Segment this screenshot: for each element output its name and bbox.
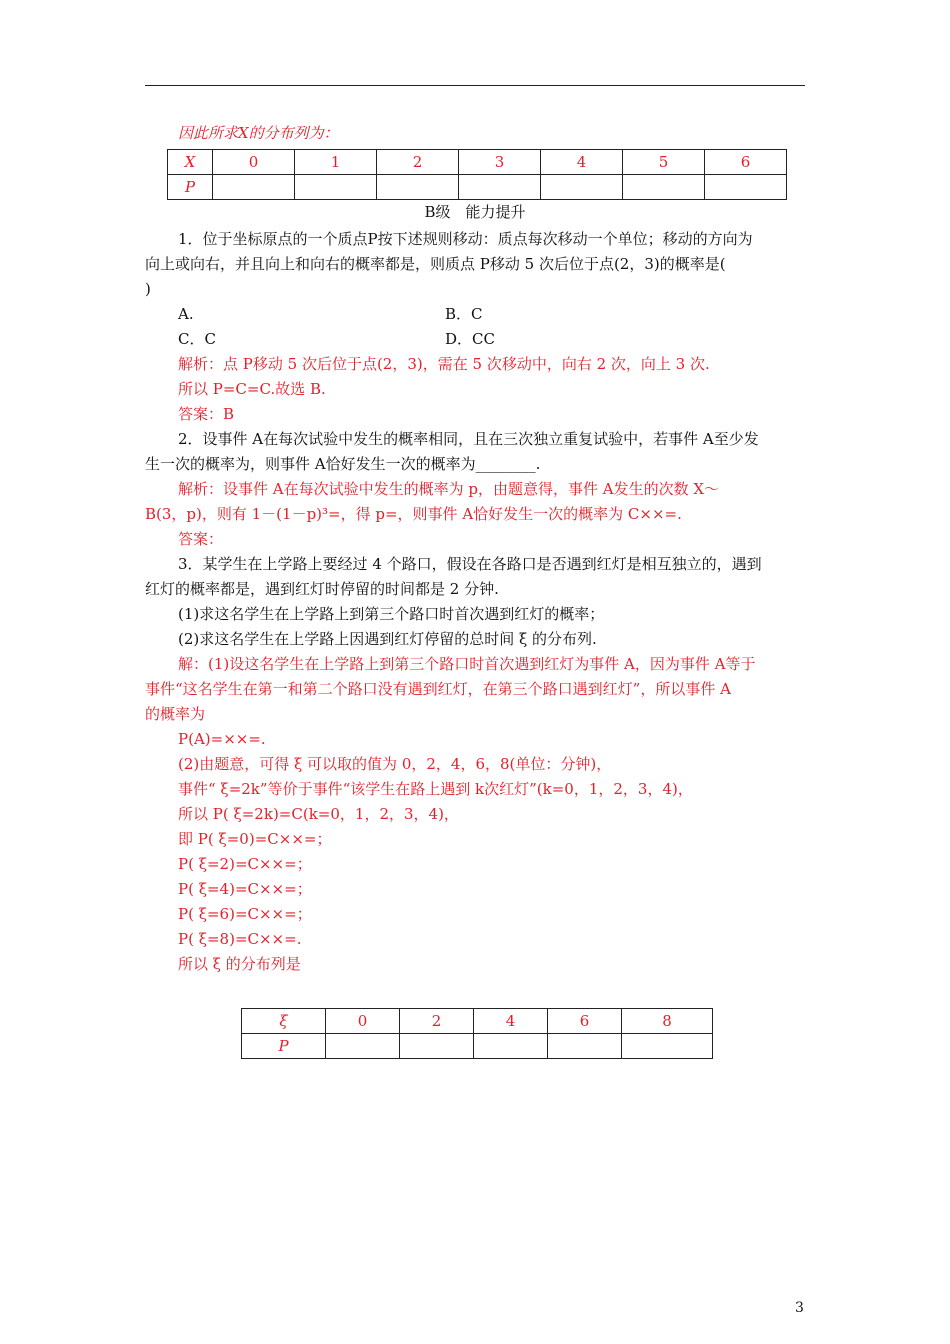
table-row [168,150,787,175]
q1-analysis: 所以 P=C=C.故选 B. [178,380,326,398]
header-rule [145,85,805,86]
q3-stem-line: 红灯的概率都是，遇到红灯时停留的时间都是 2 分钟. [145,580,499,598]
table-cell [548,1034,622,1059]
q3-solution: 所以 P( ξ=2k)=C(k=0，1，2，3，4)， [178,805,459,823]
table-cell: P [242,1034,326,1059]
q1-option-d: D．CC [445,330,495,348]
table-cell: 0 [326,1009,400,1034]
table-cell [213,175,295,200]
q3-part-1: (1)求这名学生在上学路上到第三个路口时首次遇到红灯的概率； [178,605,605,623]
q2-stem-line: 2．设事件 A在每次试验中发生的概率相同，且在三次独立重复试验中，若事件 A至少发 [178,430,759,448]
q1-analysis: 解析：点 P移动 5 次后位于点(2，3)，需在 5 次移动中，向右 2 次，向上 3 次. [178,355,710,373]
table-cell: 1 [295,150,377,175]
distribution-table-xi [241,1008,713,1059]
q3-solution: 即 P( ξ=0)=C××=； [178,830,332,848]
table-cell [474,1034,548,1059]
q3-solution: P( ξ=8)=C××=. [178,930,302,948]
table-cell [541,175,623,200]
table1-intro: 因此所求X的分布列为： [178,124,339,142]
table-cell: 6 [705,150,787,175]
q3-solution: P( ξ=6)=C××=； [178,905,312,923]
q1-option-a: A. [178,305,194,323]
table-cell [400,1034,474,1059]
table-cell [377,175,459,200]
q2-stem-line: 生一次的概率为，则事件 A恰好发生一次的概率为________. [145,455,541,473]
table-cell: 4 [474,1009,548,1034]
q1-stem-line: ) [145,280,151,298]
table-cell [326,1034,400,1059]
q3-solution: 事件“ ξ=2k”等价于事件“该学生在路上遇到 k次红灯”(k=0，1，2，3，4)， [178,780,693,798]
table-cell: 2 [400,1009,474,1034]
q3-solution: P( ξ=2)=C××=； [178,855,312,873]
q3-solution: 事件“这名学生在第一和第二个路口没有遇到红灯，在第三个路口遇到红灯”，所以事件 A [145,680,731,698]
table-row [168,175,787,200]
table-cell: 4 [541,150,623,175]
q1-option-c: C．C [178,330,216,348]
q2-analysis: B(3，p)，则有 1－(1－p)³=，得 p=，则事件 A恰好发生一次的概率为 C××=. [145,505,682,523]
table-row [242,1009,713,1034]
table-cell: 6 [548,1009,622,1034]
table-cell: ξ [242,1009,326,1034]
table-cell: P [168,175,213,200]
q3-part-2: (2)求这名学生在上学路上因遇到红灯停留的总时间 ξ 的分布列. [178,630,597,648]
q1-stem-line: 向上或向右，并且向上和向右的概率都是，则质点 P移动 5 次后位于点(2，3)的概率是( [145,255,726,273]
page-number: 3 [795,1300,804,1316]
table-cell [459,175,541,200]
table-cell: 3 [459,150,541,175]
table-cell [295,175,377,200]
table-cell: 5 [623,150,705,175]
q3-stem-line: 3．某学生在上学路上要经过 4 个路口，假设在各路口是否遇到红灯是相互独立的，遇到 [178,555,762,573]
table-cell: 2 [377,150,459,175]
q3-solution: P(A)=××=. [178,730,266,748]
q2-analysis: 解析：设事件 A在每次试验中发生的概率为 p，由题意得，事件 A发生的次数 X～ [178,480,720,498]
table-cell: 0 [213,150,295,175]
q3-solution: 所以 ξ 的分布列是 [178,955,301,973]
section-title: B级 能力提升 [424,203,526,221]
distribution-table-x [167,149,787,200]
q1-option-b: B．C [445,305,483,323]
q3-solution: 的概率为 [145,705,206,723]
q1-stem-line: 1．位于坐标原点的一个质点P按下述规则移动：质点每次移动一个单位；移动的方向为 [178,230,753,248]
q3-solution: (2)由题意，可得 ξ 可以取的值为 0，2，4，6，8(单位：分钟)， [178,755,612,773]
q3-solution: P( ξ=4)=C××=； [178,880,312,898]
table-row [242,1034,713,1059]
q1-answer: 答案：B [178,405,235,423]
table-cell: 8 [622,1009,713,1034]
table-cell [705,175,787,200]
table-cell: X [168,150,213,175]
q3-solution: 解：(1)设这名学生在上学路上到第三个路口时首次遇到红灯为事件 A，因为事件 A等于 [178,655,756,673]
q2-answer: 答案： [178,530,224,548]
table-cell [623,175,705,200]
table-cell [622,1034,713,1059]
